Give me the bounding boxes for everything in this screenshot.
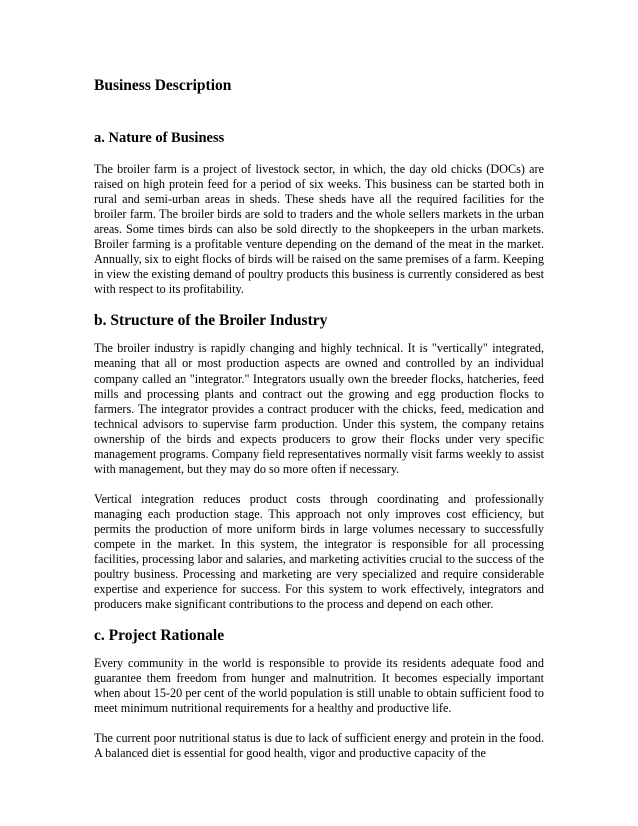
section-project-rationale xyxy=(94,626,544,761)
section-heading: a. Nature of Business xyxy=(94,130,225,146)
section-heading: c. Project Rationale xyxy=(94,627,225,645)
paragraph: Every community in the world is responsible to provide its residents adequate food and guarantee them freedom from hunger and malnutrition. It becomes especially important when about 15-20 per cent of the world population is still unable to obtain sufficient food to meet minimum nutritional requirements for a healthy and productive life. xyxy=(94,656,544,716)
paragraph: The current poor nutritional status is due to lack of sufficient energy and protein in the food. A balanced diet is essential for good health, vigor and productive capacity of the xyxy=(94,731,544,761)
paragraph: The broiler farm is a project of livestock sector, in which, the day old chicks (DOCs) are raised on high protein feed for a period of six weeks. This business can be started both in rural and semi-urban areas in sheds. These sheds have all the required facilities for the broiler farm. The broiler birds are sold to traders and the whole sellers markets in the urban areas. Some times birds can also be sold directly to the shopkeepers in the urban markets. Broiler farming is a profitable venture depending on the demand of the meat in the market. Annually, six to eight flocks of birds will be raised on the same premises of a farm. Keeping in view the existing demand of poultry products this business is currently considered as best with respect to its profitability. xyxy=(94,162,544,297)
section-structure-of-industry xyxy=(94,311,544,612)
section-nature-of-business xyxy=(94,129,544,297)
paragraph: Vertical integration reduces product costs through coordinating and professionally managing each production stage. This approach not only improves cost efficiency, but permits the production of more uniform birds in large volumes necessary to successfully compete in the market. In this system, the integrator is responsible for all processing facilities, processing labor and salaries, and marketing activities crucial to the success of the poultry business. Processing and marketing are very specialized and require considerable expertise and experience for success. For this system to work effectively, integrators and producers make significant contributions to the process and depend on each other. xyxy=(94,491,544,612)
section-heading: b. Structure of the Broiler Industry xyxy=(94,312,328,330)
paragraph: The broiler industry is rapidly changing and highly technical. It is "vertically" integrated, meaning that all or most production aspects are owned and controlled by an individual company called an "integrator." Integrators usually own the breeder flocks, hatcheries, feed mills and processing plants and contract out the growing and egg production flocks to farmers. The integrator provides a contract producer with the chicks, feed, medication and technical advisors to supervise farm production. Under this system, the company retains ownership of the birds and expects producers to grow their flocks under very specific management programs. Company field representatives normally visit farms weekly to assist with management, but they may do so more often if necessary. xyxy=(94,341,544,476)
document-title: Business Description xyxy=(94,77,232,94)
